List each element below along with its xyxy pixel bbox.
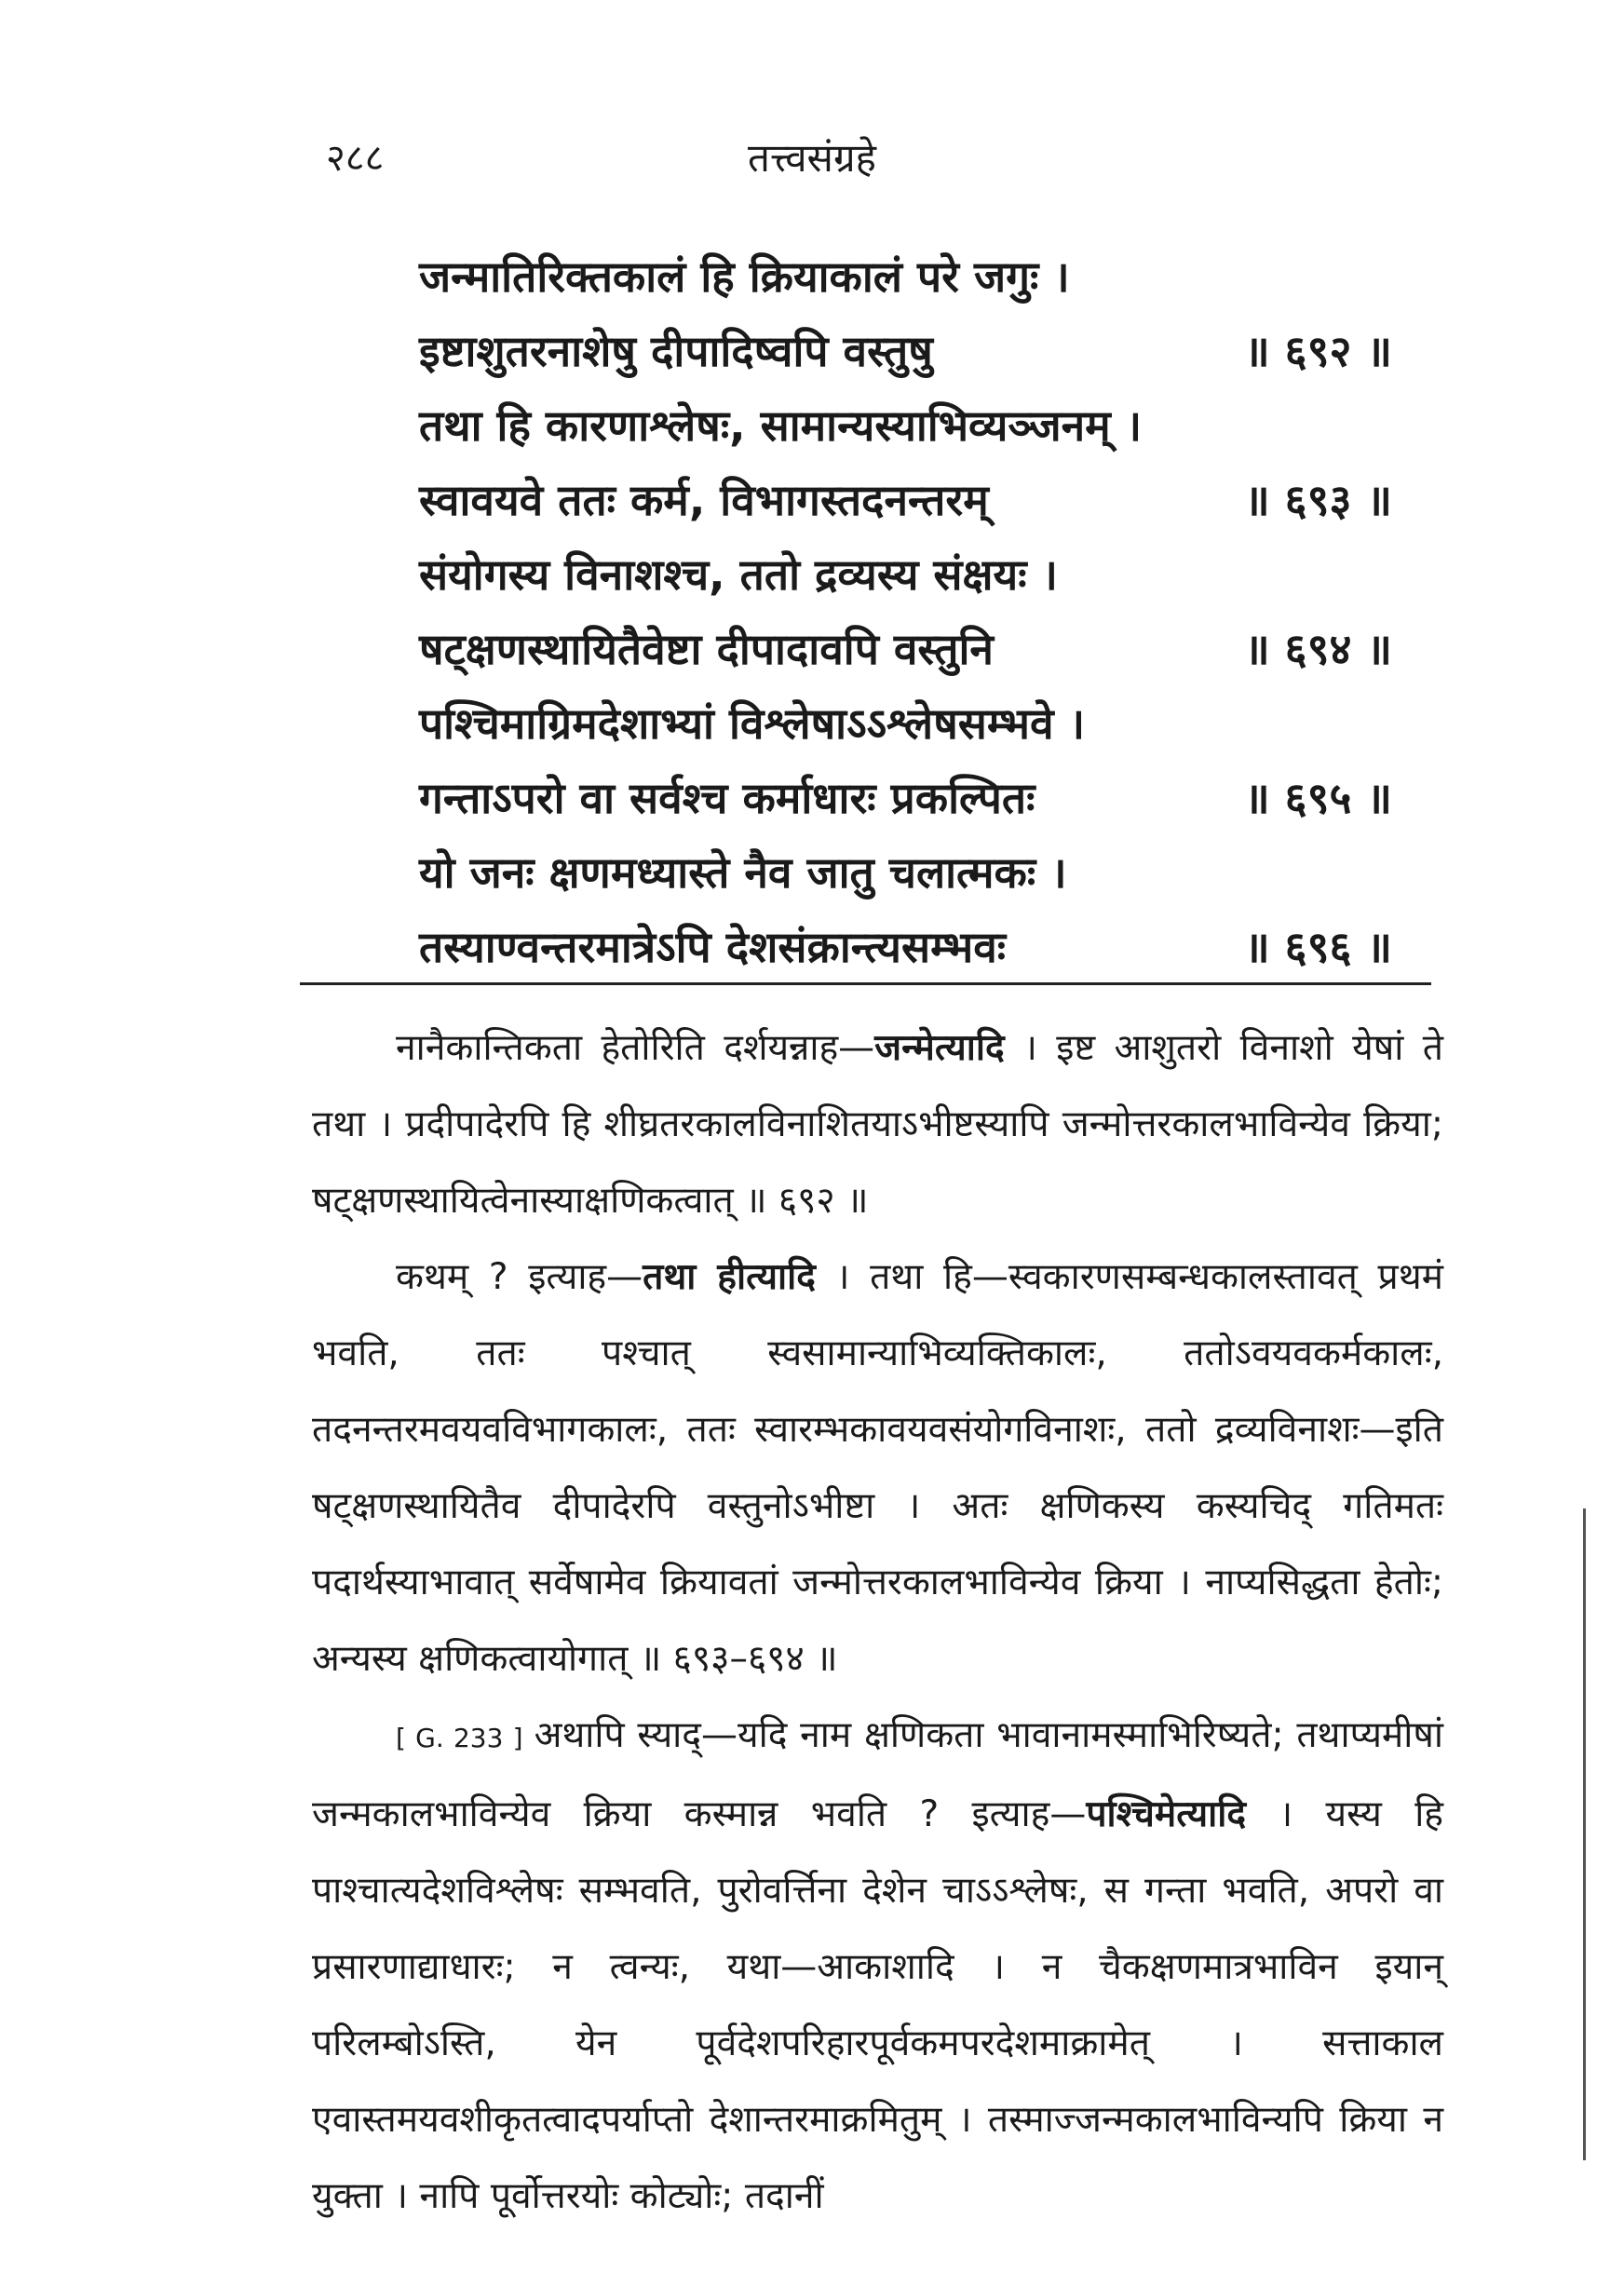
verse-line <box>419 684 1425 759</box>
commentary-paragraph <box>312 1698 1443 2235</box>
verse-line <box>419 237 1425 312</box>
verse-line <box>419 833 1425 908</box>
commentary-block <box>312 1010 1443 2235</box>
verse-text: तथा हि कारणाश्लेषः, सामान्यस्याभिव्यञ्जनम् । <box>419 400 1143 451</box>
verse-text: यो जनः क्षणमध्यास्ते नैव जातु चलात्मकः । <box>419 847 1067 898</box>
verse-text: इष्टाशुतरनाशेषु दीपादिष्वपि वस्तुषु <box>419 326 933 376</box>
verse-line <box>419 610 1425 684</box>
verse-text: षट्क्षणस्थायितैवेष्टा दीपादावपि वस्तुनि <box>419 624 994 674</box>
verse-number: ॥ ६९३ ॥ <box>1244 475 1392 525</box>
keyword: पश्चिमेत्यादि <box>1086 1793 1247 1835</box>
page-number: २८८ <box>326 137 385 180</box>
verse-text: जन्मातिरिक्तकालं हि क्रियाकालं परे जगुः । <box>419 251 1070 302</box>
verse-text: गन्ताऽपरो वा सर्वश्च कर्माधारः प्रकल्पितः <box>419 773 1035 823</box>
verse-text: तस्याण्वन्तरमात्रेऽपि देशसंक्रान्त्यसम्भवः <box>419 922 1007 972</box>
verse-number: ॥ ६९५ ॥ <box>1244 773 1392 823</box>
binding-edge <box>1583 1508 1586 2160</box>
page-header <box>0 130 1624 186</box>
running-title: तत्त्वसंग्रहे <box>748 135 876 181</box>
separator-rule <box>300 982 1431 985</box>
keyword: तथा हीत्यादि <box>643 1256 816 1298</box>
paragraph-text: । यस्य हि पाश्चात्यदेशविश्लेषः सम्भवति, पुरोवर्त्तिना देशेन चाऽऽश्लेषः, स गन्ता भवति, अपरो वा प्रसारणाद्याधारः; न त्वन्यः, यथा—आकाशादि । न चैकक्षणमात्रभाविन इयान् परिलम्बोऽस्ति, येन पूर्वदेशपरिहारपूर्वकमपरदेशमाक्रामेत् । सत्ताकाल एवास्तमयवशीकृतत्वादपर्याप्तो देशान्तरमाक्रमितुम् । तस्माज्जन्मकालभाविन्यपि क्रिया न युक्ता । नापि पूर्वोत्तरयोः कोट्योः; तदानीं <box>312 1793 1444 2217</box>
verse-line <box>419 759 1425 833</box>
verse-text: संयोगस्य विनाशश्च, ततो द्रव्यस्य संक्षयः । <box>419 549 1058 600</box>
verse-line <box>419 535 1425 610</box>
verse-line <box>419 386 1425 461</box>
verse-number: ॥ ६९२ ॥ <box>1244 326 1392 376</box>
paragraph-text: नानैकान्तिकता हेतोरिति दर्शयन्नाह— <box>396 1027 875 1069</box>
verse-line <box>419 461 1425 535</box>
paragraph-text: । तथा हि—स्वकारणसम्बन्धकालस्तावत् प्रथमं भवति, ततः पश्चात् स्वसामान्याभिव्यक्तिकालः, ततोऽवयवकर्मकालः, तदनन्तरमवयवविभागकालः, ततः स्वारम्भकावयवसंयोगविनाशः, ततो द्रव्यविनाशः—इति षट्क्षणस्थायितैव दीपादेरपि वस्तुनोऽभीष्टा । अतः क्षणिकस्य कस्यचिद् गतिमतः पदार्थस्याभावात् सर्वेषामेव क्रियावतां जन्मोत्तरकालभाविन्येव क्रिया । नाप्यसिद्धता हेतोः; अन्यस्य क्षणिकत्वायोगात् ॥ ६९३–६९४ ॥ <box>312 1256 1443 1680</box>
verse-line <box>419 908 1425 982</box>
verse-block <box>419 237 1425 982</box>
keyword: जन्मेत्यादि <box>874 1027 1005 1069</box>
verse-number: ॥ ६९४ ॥ <box>1244 624 1392 674</box>
page-reference: [ G. 233 ] <box>396 1723 523 1753</box>
verse-text: पश्चिमाग्रिमदेशाभ्यां विश्लेषाऽऽश्लेषसम्भवे । <box>419 698 1086 749</box>
verse-number: ॥ ६९६ ॥ <box>1244 922 1392 972</box>
commentary-paragraph <box>312 1239 1443 1698</box>
verse-line <box>419 312 1425 386</box>
verse-text: स्वावयवे ततः कर्म, विभागस्तदनन्तरम् <box>419 475 989 525</box>
paragraph-text: अथापि स्याद्—यदि नाम क्षणिकता भावानामस्माभिरिष्यते; तथाप्यमीषां जन्मकालभाविन्येव क्रिया कस्मान्न भवति ? इत्याह— <box>312 1714 1444 1835</box>
paragraph-text: । इष्ट आशुतरो विनाशो येषां ते तथा । प्रदीपादेरपि हि शीघ्रतरकालविनाशितयाऽभीष्टस्यापि जन्मोत्तरकालभाविन्येव क्रिया; षट्क्षणस्थायित्वेनास्याक्षणिकत्वात् ॥ ६९२ ॥ <box>312 1027 1443 1222</box>
paragraph-text: कथम् ? इत्याह— <box>396 1256 643 1298</box>
commentary-paragraph <box>312 1010 1443 1239</box>
